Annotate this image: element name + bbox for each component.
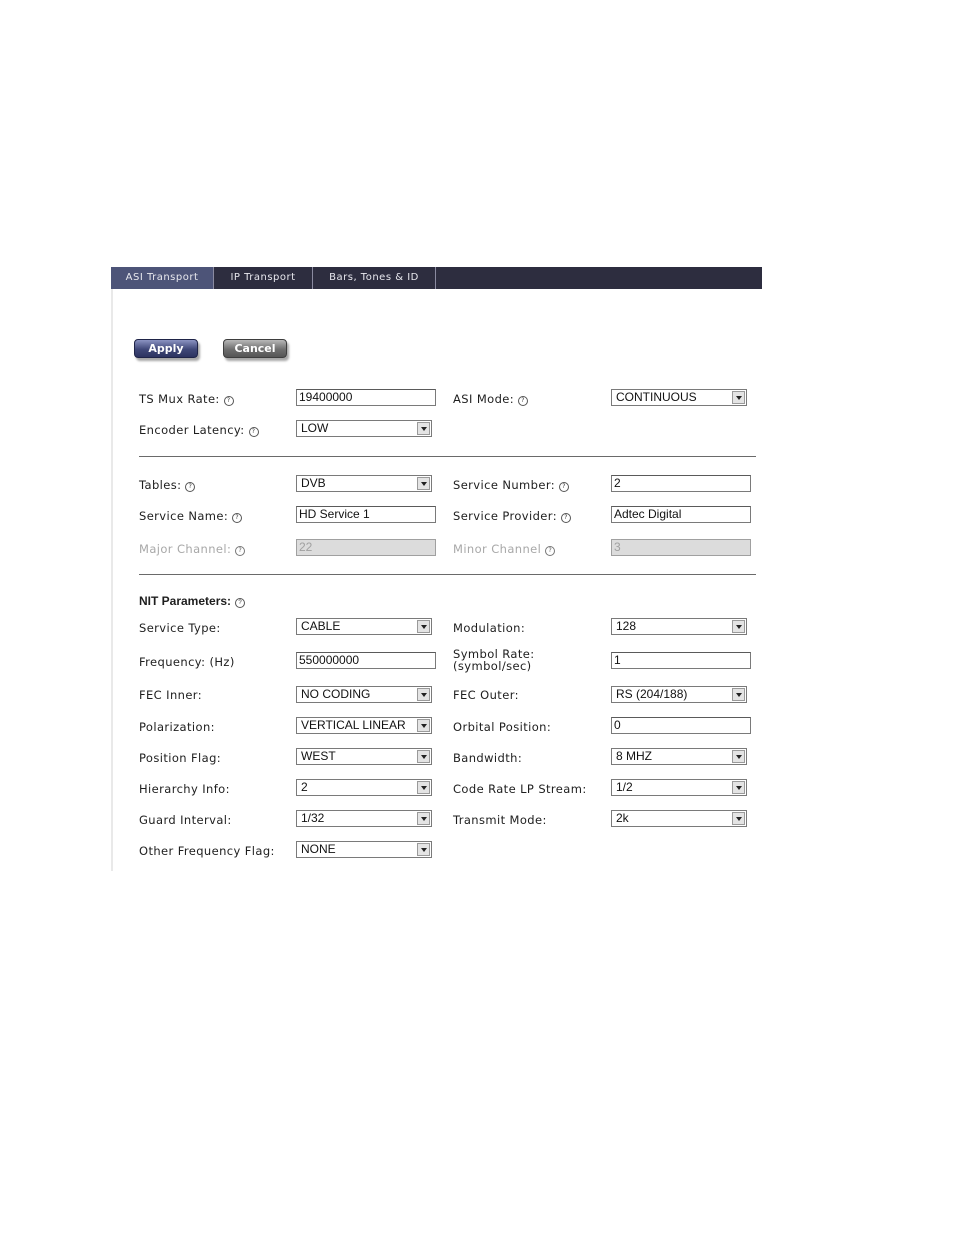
chevron-down-icon[interactable] [417,719,430,732]
fec-outer-label: FEC Outer: [453,688,519,702]
chevron-down-icon[interactable] [417,843,430,856]
chevron-down-icon[interactable] [417,781,430,794]
service-provider-input[interactable]: Adtec Digital [611,506,751,523]
chevron-down-icon[interactable] [417,812,430,825]
asi-mode-label: ASI Mode: ? [453,392,528,406]
fec-outer-select[interactable]: RS (204/188) [611,686,747,703]
cancel-button[interactable]: Cancel [223,339,287,358]
ts-mux-rate-label: TS Mux Rate: ? [139,392,234,406]
help-icon[interactable]: ? [224,396,234,406]
tab-bars-tones-id[interactable]: Bars, Tones & ID [313,267,436,289]
frequency-label: Frequency: (Hz) [139,655,235,669]
service-provider-label: Service Provider: ? [453,509,571,523]
transmit-mode-label: Transmit Mode: [453,813,547,827]
help-icon[interactable]: ? [232,513,242,523]
help-icon[interactable]: ? [185,482,195,492]
section-divider [139,574,756,575]
fec-inner-label: FEC Inner: [139,688,203,702]
tab-ip-transport[interactable]: IP Transport [214,267,313,289]
tab-bar [111,267,762,289]
encoder-latency-label: Encoder Latency: ? [139,423,259,437]
help-icon[interactable]: ? [559,482,569,492]
symbol-rate-label [453,648,535,672]
panel-left-border [111,289,113,871]
hierarchy-info-select[interactable]: 2 [296,779,432,796]
orbital-position-label: Orbital Position: [453,720,552,734]
chevron-down-icon[interactable] [732,620,745,633]
orbital-position-input[interactable]: 0 [611,717,751,734]
section-divider [139,456,756,457]
service-type-select[interactable]: CABLE [296,618,432,635]
tables-select[interactable]: DVB [296,475,432,492]
position-flag-select[interactable]: WEST [296,748,432,765]
polarization-label: Polarization: [139,720,215,734]
guard-interval-select[interactable]: 1/32 [296,810,432,827]
encoder-latency-select[interactable]: LOW [296,420,432,437]
modulation-label: Modulation: [453,621,526,635]
chevron-down-icon[interactable] [417,620,430,633]
guard-interval-label: Guard Interval: [139,813,232,827]
help-icon[interactable]: ? [561,513,571,523]
code-rate-lp-label: Code Rate LP Stream: [453,782,587,796]
help-icon[interactable]: ? [518,396,528,406]
service-name-label: Service Name: ? [139,509,242,523]
ts-mux-rate-input[interactable]: 19400000 [296,389,436,406]
major-channel-input[interactable]: 22 [296,539,436,556]
chevron-down-icon[interactable] [732,812,745,825]
nit-parameters-heading: NIT Parameters: ? [139,594,245,608]
tab-asi-transport[interactable]: ASI Transport [111,267,214,289]
chevron-down-icon[interactable] [417,688,430,701]
service-type-label: Service Type: [139,621,221,635]
minor-channel-label: Minor Channel ? [453,542,555,556]
service-number-input[interactable]: 2 [611,475,751,492]
help-icon[interactable]: ? [545,546,555,556]
tables-label: Tables: ? [139,478,195,492]
bandwidth-label: Bandwidth: [453,751,523,765]
fec-inner-select[interactable]: NO CODING [296,686,432,703]
minor-channel-input[interactable]: 3 [611,539,751,556]
apply-button[interactable]: Apply [134,339,198,358]
service-name-input[interactable]: HD Service 1 [296,506,436,523]
major-channel-label: Major Channel: ? [139,542,245,556]
frequency-input[interactable]: 550000000 [296,652,436,669]
symbol-rate-label-line2: (symbol/sec) [453,659,532,673]
position-flag-label: Position Flag: [139,751,222,765]
asi-mode-select[interactable]: CONTINUOUS [611,389,747,406]
bandwidth-select[interactable]: 8 MHZ [611,748,747,765]
modulation-select[interactable]: 128 [611,618,747,635]
chevron-down-icon[interactable] [732,688,745,701]
chevron-down-icon[interactable] [417,422,430,435]
polarization-select[interactable]: VERTICAL LINEAR [296,717,432,734]
transmit-mode-select[interactable]: 2k [611,810,747,827]
help-icon[interactable]: ? [249,427,259,437]
code-rate-lp-select[interactable]: 1/2 [611,779,747,796]
service-number-label: Service Number: ? [453,478,569,492]
help-icon[interactable]: ? [235,546,245,556]
other-frequency-flag-label: Other Frequency Flag: [139,844,275,858]
chevron-down-icon[interactable] [732,750,745,763]
chevron-down-icon[interactable] [417,750,430,763]
symbol-rate-input[interactable]: 1 [611,652,751,669]
help-icon[interactable]: ? [235,598,245,608]
other-frequency-flag-select[interactable]: NONE [296,841,432,858]
hierarchy-info-label: Hierarchy Info: [139,782,230,796]
chevron-down-icon[interactable] [417,477,430,490]
chevron-down-icon[interactable] [732,391,745,404]
symbol-rate-label-line1: Symbol Rate: [453,647,535,661]
chevron-down-icon[interactable] [732,781,745,794]
